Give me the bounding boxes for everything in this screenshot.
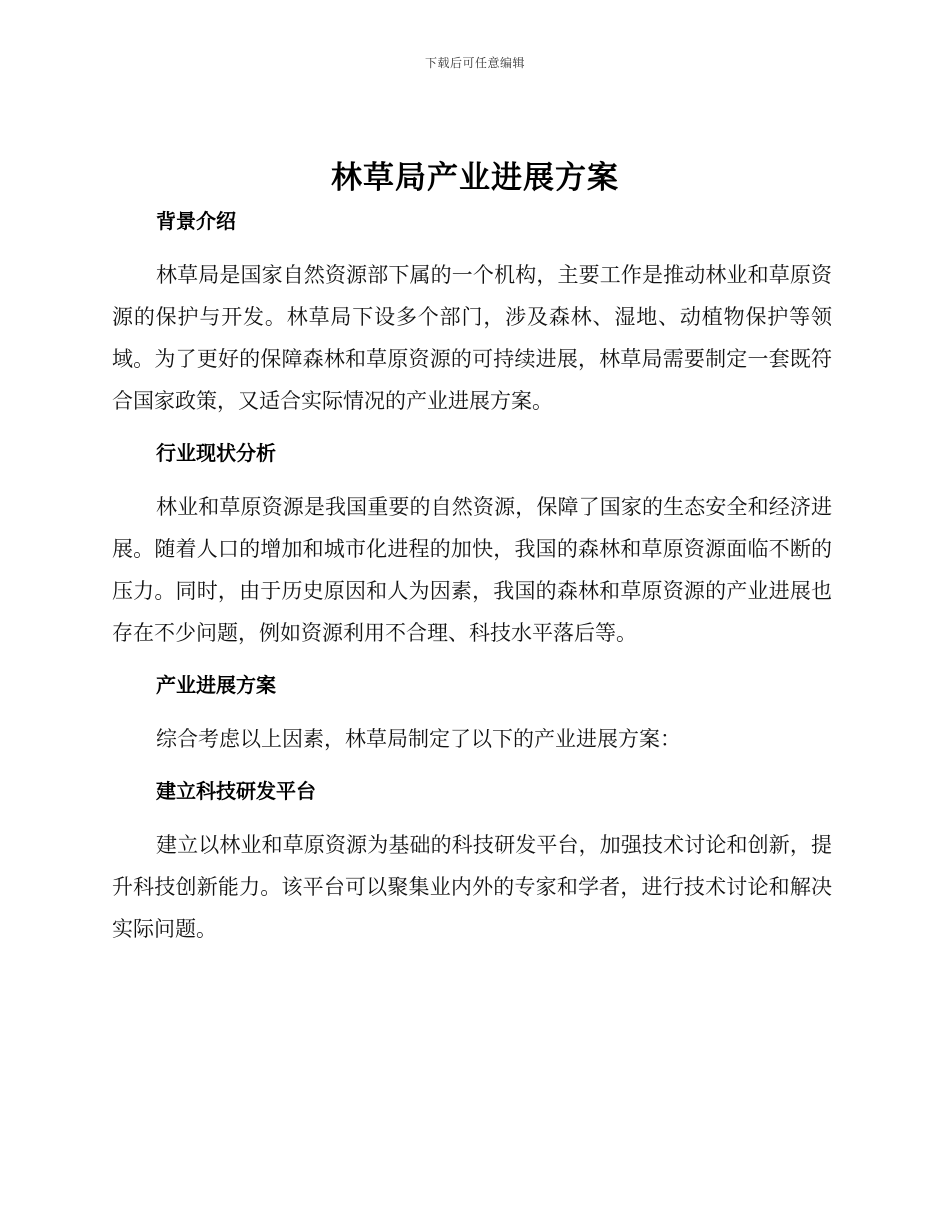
section-paragraph: 综合考虑以上因素，林草局制定了以下的产业进展方案： [156,727,681,751]
section-industry-status [112,436,832,668]
document-title: 林草局产业进展方案 [331,160,619,196]
section-paragraph: 建立以林业和草原资源为基础的科技研发平台，加强技术讨论和创新，提升科技创新能力。该平台可以聚集业内外的专家和学者，进行技术讨论和解决实际问题。 [112,833,832,941]
section-heading: 背景介绍 [156,209,236,233]
section-heading: 产业进展方案 [156,673,276,697]
section-development-plan [112,668,832,774]
section-background [112,204,832,436]
page-header-note: 下载后可任意编辑 [424,56,525,70]
document-body [112,204,832,950]
section-rd-platform [112,774,832,950]
section-paragraph: 林草局是国家自然资源部下属的一个机构，主要工作是推动林业和草原资源的保护与开发。林草局下设多个部门，涉及森林、湿地、动植物保护等领域。为了更好的保障森林和草原资源的可持续进展，林草局需要制定一套既符合国家政策，又适合实际情况的产业进展方案。 [112,263,832,413]
section-paragraph: 林业和草原资源是我国重要的自然资源，保障了国家的生态安全和经济进展。随着人口的增加和城市化进程的加快，我国的森林和草原资源面临不断的压力。同时，由于历史原因和人为因素，我国的森林和草原资源的产业进展也存在不少问题，例如资源利用不合理、科技水平落后等。 [112,495,832,645]
section-heading: 行业现状分析 [156,441,276,465]
section-heading: 建立科技研发平台 [156,779,316,803]
